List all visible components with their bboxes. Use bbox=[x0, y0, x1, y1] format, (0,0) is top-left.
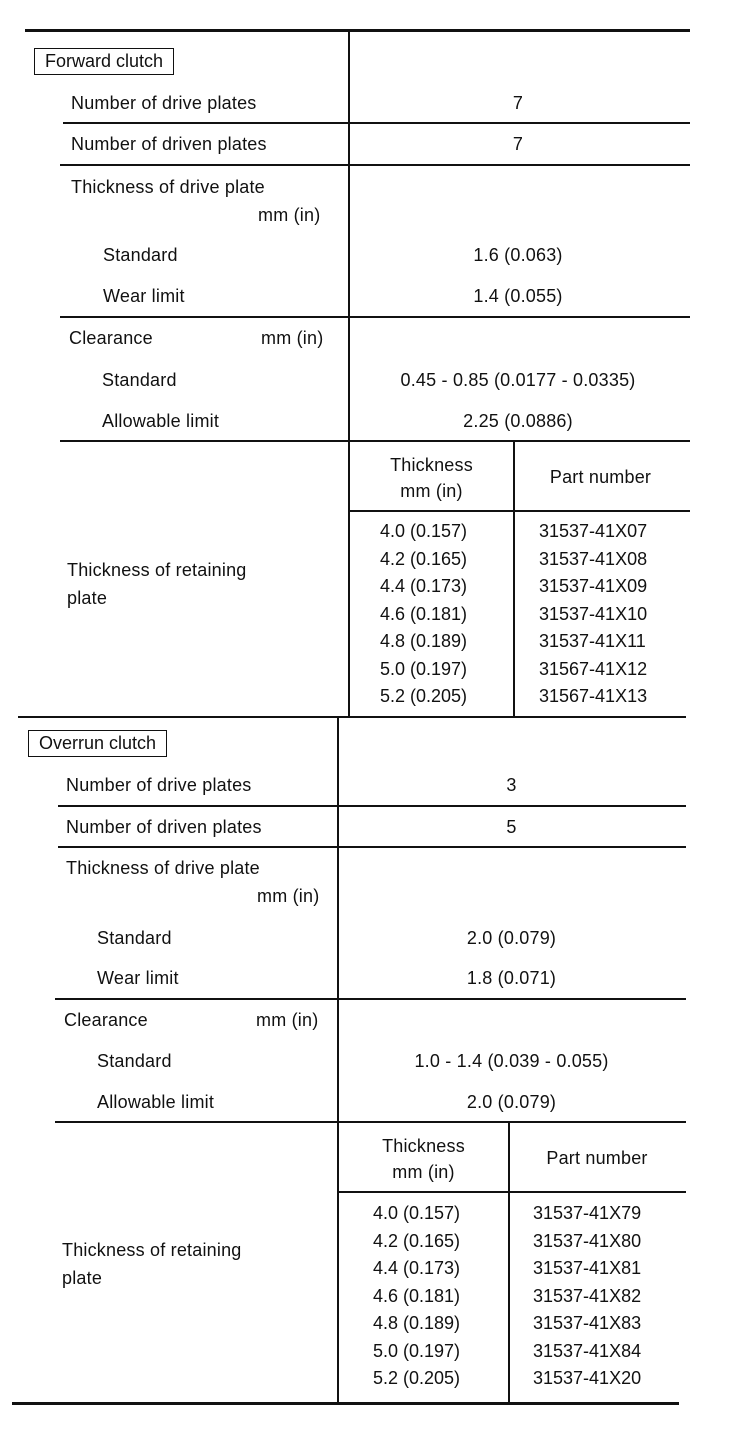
overrun-drive-plates-label: Number of drive plates bbox=[66, 775, 252, 795]
list-item: 31537-41X08 bbox=[539, 548, 648, 569]
forward-retaining-label bbox=[67, 556, 247, 612]
overrun-standard-value: 2.0 (0.079) bbox=[466, 928, 557, 948]
table-top-border bbox=[25, 29, 690, 32]
forward-driven-plates-label: Number of driven plates bbox=[71, 134, 267, 154]
forward-thickness-list bbox=[380, 518, 467, 711]
forward-thickness-drive-label: Thickness of drive plate bbox=[71, 177, 265, 197]
list-item: 31537-41X83 bbox=[533, 1313, 642, 1333]
overrun-wear-label: Wear limit bbox=[97, 968, 179, 988]
list-item: 4.4 (0.173) bbox=[373, 1258, 461, 1278]
list-item: 4.4 (0.173) bbox=[380, 576, 468, 596]
divider bbox=[337, 1191, 686, 1193]
forward-col-thickness-header bbox=[350, 452, 513, 504]
forward-thickness-drive-unit: mm (in) bbox=[258, 205, 321, 225]
forward-col-thickness-line2: mm (in) bbox=[400, 481, 463, 501]
overrun-clearance-standard-value: 1.0 - 1.4 (0.039 - 0.055) bbox=[414, 1051, 609, 1071]
overrun-retaining-line2: plate bbox=[62, 1268, 103, 1288]
list-item: 5.2 (0.205) bbox=[380, 686, 468, 706]
list-item: 5.0 (0.197) bbox=[380, 658, 468, 679]
list-item: 4.0 (0.157) bbox=[380, 521, 468, 541]
overrun-driven-plates-label: Number of driven plates bbox=[66, 817, 262, 837]
list-item: 4.6 (0.181) bbox=[373, 1285, 461, 1306]
overrun-col-thickness-line1: Thickness bbox=[382, 1136, 465, 1156]
overrun-retaining-line1: Thickness of retaining bbox=[62, 1240, 242, 1260]
list-item: 4.2 (0.165) bbox=[380, 548, 468, 569]
overrun-clearance-label: Clearance bbox=[64, 1010, 148, 1030]
overrun-thickness-list bbox=[373, 1200, 460, 1393]
overrun-wear-value: 1.8 (0.071) bbox=[466, 968, 557, 988]
overrun-part-list bbox=[533, 1200, 641, 1393]
section-divider bbox=[18, 716, 686, 718]
list-item: 31537-41X20 bbox=[533, 1368, 642, 1388]
divider bbox=[58, 805, 686, 807]
forward-clearance-unit: mm (in) bbox=[261, 328, 324, 348]
divider bbox=[58, 846, 686, 848]
divider bbox=[348, 510, 690, 512]
forward-standard-value: 1.6 (0.063) bbox=[473, 245, 563, 265]
forward-clearance-standard-value: 0.45 - 0.85 (0.0177 - 0.0335) bbox=[400, 370, 636, 390]
list-item: 4.6 (0.181) bbox=[380, 603, 468, 624]
overrun-drive-plates-value: 3 bbox=[506, 775, 517, 795]
forward-wear-label: Wear limit bbox=[103, 286, 185, 306]
list-item: 31567-41X13 bbox=[539, 686, 648, 706]
list-item: 4.2 (0.165) bbox=[373, 1230, 461, 1251]
list-item: 31537-41X84 bbox=[533, 1340, 642, 1361]
list-item: 31537-41X09 bbox=[539, 576, 648, 596]
forward-part-list bbox=[539, 518, 647, 711]
divider bbox=[63, 122, 690, 124]
list-item: 4.8 (0.189) bbox=[380, 631, 468, 651]
list-item: 31537-41X81 bbox=[533, 1258, 642, 1278]
forward-driven-plates-value: 7 bbox=[512, 134, 524, 154]
overrun-driven-plates-value: 5 bbox=[506, 817, 517, 837]
overrun-allowable-label: Allowable limit bbox=[97, 1092, 215, 1112]
list-item: 31537-41X11 bbox=[539, 631, 646, 651]
overrun-clearance-unit: mm (in) bbox=[256, 1010, 319, 1030]
overrun-col-thickness-header bbox=[339, 1133, 508, 1185]
list-item: 4.8 (0.189) bbox=[373, 1313, 461, 1333]
forward-clutch-title: Forward clutch bbox=[34, 48, 174, 75]
forward-drive-plates-label: Number of drive plates bbox=[71, 93, 257, 113]
list-item: 31537-41X80 bbox=[533, 1230, 642, 1251]
table-bottom-border bbox=[12, 1402, 679, 1405]
overrun-col-part-header: Part number bbox=[546, 1148, 648, 1168]
forward-wear-value: 1.4 (0.055) bbox=[473, 286, 563, 306]
forward-standard-label: Standard bbox=[103, 245, 178, 265]
list-item: 31567-41X12 bbox=[539, 658, 648, 679]
divider bbox=[60, 316, 690, 318]
overrun-clutch-title: Overrun clutch bbox=[28, 730, 167, 757]
forward-retaining-line1: Thickness of retaining bbox=[67, 560, 247, 580]
list-item: 5.2 (0.205) bbox=[373, 1368, 461, 1388]
divider bbox=[60, 164, 690, 166]
forward-drive-plates-value: 7 bbox=[512, 93, 524, 113]
forward-clearance-standard-label: Standard bbox=[102, 370, 177, 390]
overrun-allowable-value: 2.0 (0.079) bbox=[466, 1092, 557, 1112]
list-item: 31537-41X82 bbox=[533, 1285, 642, 1306]
list-item: 5.0 (0.197) bbox=[373, 1340, 461, 1361]
overrun-thickness-drive-unit: mm (in) bbox=[257, 886, 320, 906]
list-item: 31537-41X10 bbox=[539, 603, 648, 624]
list-item: 31537-41X79 bbox=[533, 1203, 642, 1223]
divider bbox=[55, 998, 686, 1000]
overrun-thickness-drive-label: Thickness of drive plate bbox=[66, 858, 260, 878]
forward-col-thickness-line1: Thickness bbox=[390, 455, 473, 475]
forward-allowable-value: 2.25 (0.0886) bbox=[463, 411, 573, 431]
overrun-standard-label: Standard bbox=[97, 928, 172, 948]
overrun-clearance-standard-label: Standard bbox=[97, 1051, 172, 1071]
forward-col-part-header: Part number bbox=[549, 467, 652, 487]
overrun-retaining-label bbox=[62, 1236, 242, 1292]
list-item: 31537-41X07 bbox=[539, 521, 648, 541]
list-item: 4.0 (0.157) bbox=[373, 1203, 461, 1223]
forward-allowable-label: Allowable limit bbox=[102, 411, 220, 431]
forward-retaining-line2: plate bbox=[67, 588, 108, 608]
divider bbox=[60, 440, 690, 442]
forward-clearance-label: Clearance bbox=[69, 328, 153, 348]
overrun-col-thickness-line2: mm (in) bbox=[392, 1162, 455, 1182]
divider bbox=[55, 1121, 686, 1123]
